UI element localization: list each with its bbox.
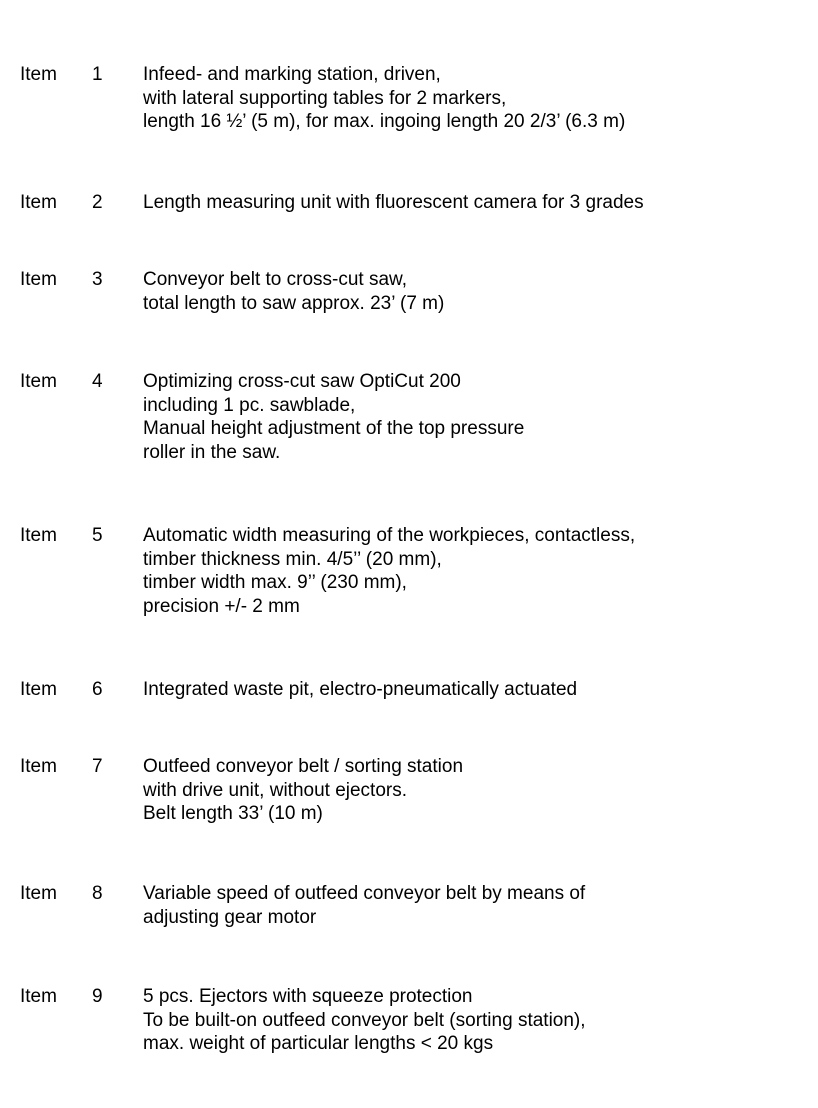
item-description — [143, 985, 803, 1056]
item-description-line: Optimizing cross-cut saw OptiCut 200 — [143, 371, 461, 392]
item-label: Item — [20, 371, 57, 392]
item-description-line: Automatic width measuring of the workpieces, contactless, — [143, 525, 636, 546]
item-description — [143, 370, 803, 464]
item-description — [143, 755, 803, 826]
item-label: Item — [20, 756, 57, 777]
item-description-line: To be built-on outfeed conveyor belt (sorting station), — [143, 1009, 586, 1031]
item-number: 1 — [92, 64, 103, 85]
item-description-line: timber thickness min. 4/5’’ (20 mm), — [143, 548, 442, 570]
item-description-line: Manual height adjustment of the top pressure — [143, 418, 525, 439]
item-description — [143, 524, 803, 618]
item-description-line: with drive unit, without ejectors. — [143, 779, 408, 801]
item-description-line: roller in the saw. — [143, 441, 281, 463]
item-description-line: Integrated waste pit, electro-pneumatically actuated — [143, 679, 578, 700]
item-description-line: max. weight of particular lengths < 20 kgs — [143, 1033, 494, 1054]
item-description-line: total length to saw approx. 23’ (7 m) — [143, 292, 445, 314]
item-description-line: with lateral supporting tables for 2 markers, — [143, 87, 507, 109]
item-description-line: length 16 ½’ (5 m), for max. ingoing length 20 2/3’ (6.3 m) — [143, 111, 626, 132]
item-number: 9 — [92, 986, 103, 1007]
item-description — [143, 63, 803, 134]
item-description — [143, 191, 803, 215]
item-label: Item — [20, 192, 57, 213]
item-description-line: Belt length 33’ (10 m) — [143, 803, 323, 824]
item-description-line: precision +/- 2 mm — [143, 595, 300, 617]
item-number: 3 — [92, 269, 103, 290]
item-description — [143, 678, 803, 702]
item-label: Item — [20, 883, 57, 904]
item-description-line: adjusting gear motor — [143, 906, 317, 928]
item-description-line: Variable speed of outfeed conveyor belt by means of — [143, 883, 586, 904]
item-number: 5 — [92, 525, 103, 546]
item-description-line: timber width max. 9’’ (230 mm), — [143, 572, 407, 593]
item-description-line: Infeed- and marking station, driven, — [143, 64, 441, 85]
item-label: Item — [20, 269, 57, 290]
item-description-line: including 1 pc. sawblade, — [143, 394, 356, 416]
item-label: Item — [20, 679, 57, 700]
item-description — [143, 882, 803, 929]
item-description-line: Length measuring unit with fluorescent camera for 3 grades — [143, 192, 644, 213]
item-label: Item — [20, 64, 57, 85]
item-description — [143, 268, 803, 315]
item-number: 8 — [92, 883, 103, 904]
item-number: 4 — [92, 371, 103, 392]
item-number: 7 — [92, 756, 103, 777]
item-number: 6 — [92, 679, 103, 700]
item-description-line: Conveyor belt to cross-cut saw, — [143, 269, 407, 290]
item-number: 2 — [92, 192, 103, 213]
item-description-line: Outfeed conveyor belt / sorting station — [143, 756, 464, 777]
item-label: Item — [20, 986, 57, 1007]
item-label: Item — [20, 525, 57, 546]
item-description-line: 5 pcs. Ejectors with squeeze protection — [143, 986, 473, 1007]
